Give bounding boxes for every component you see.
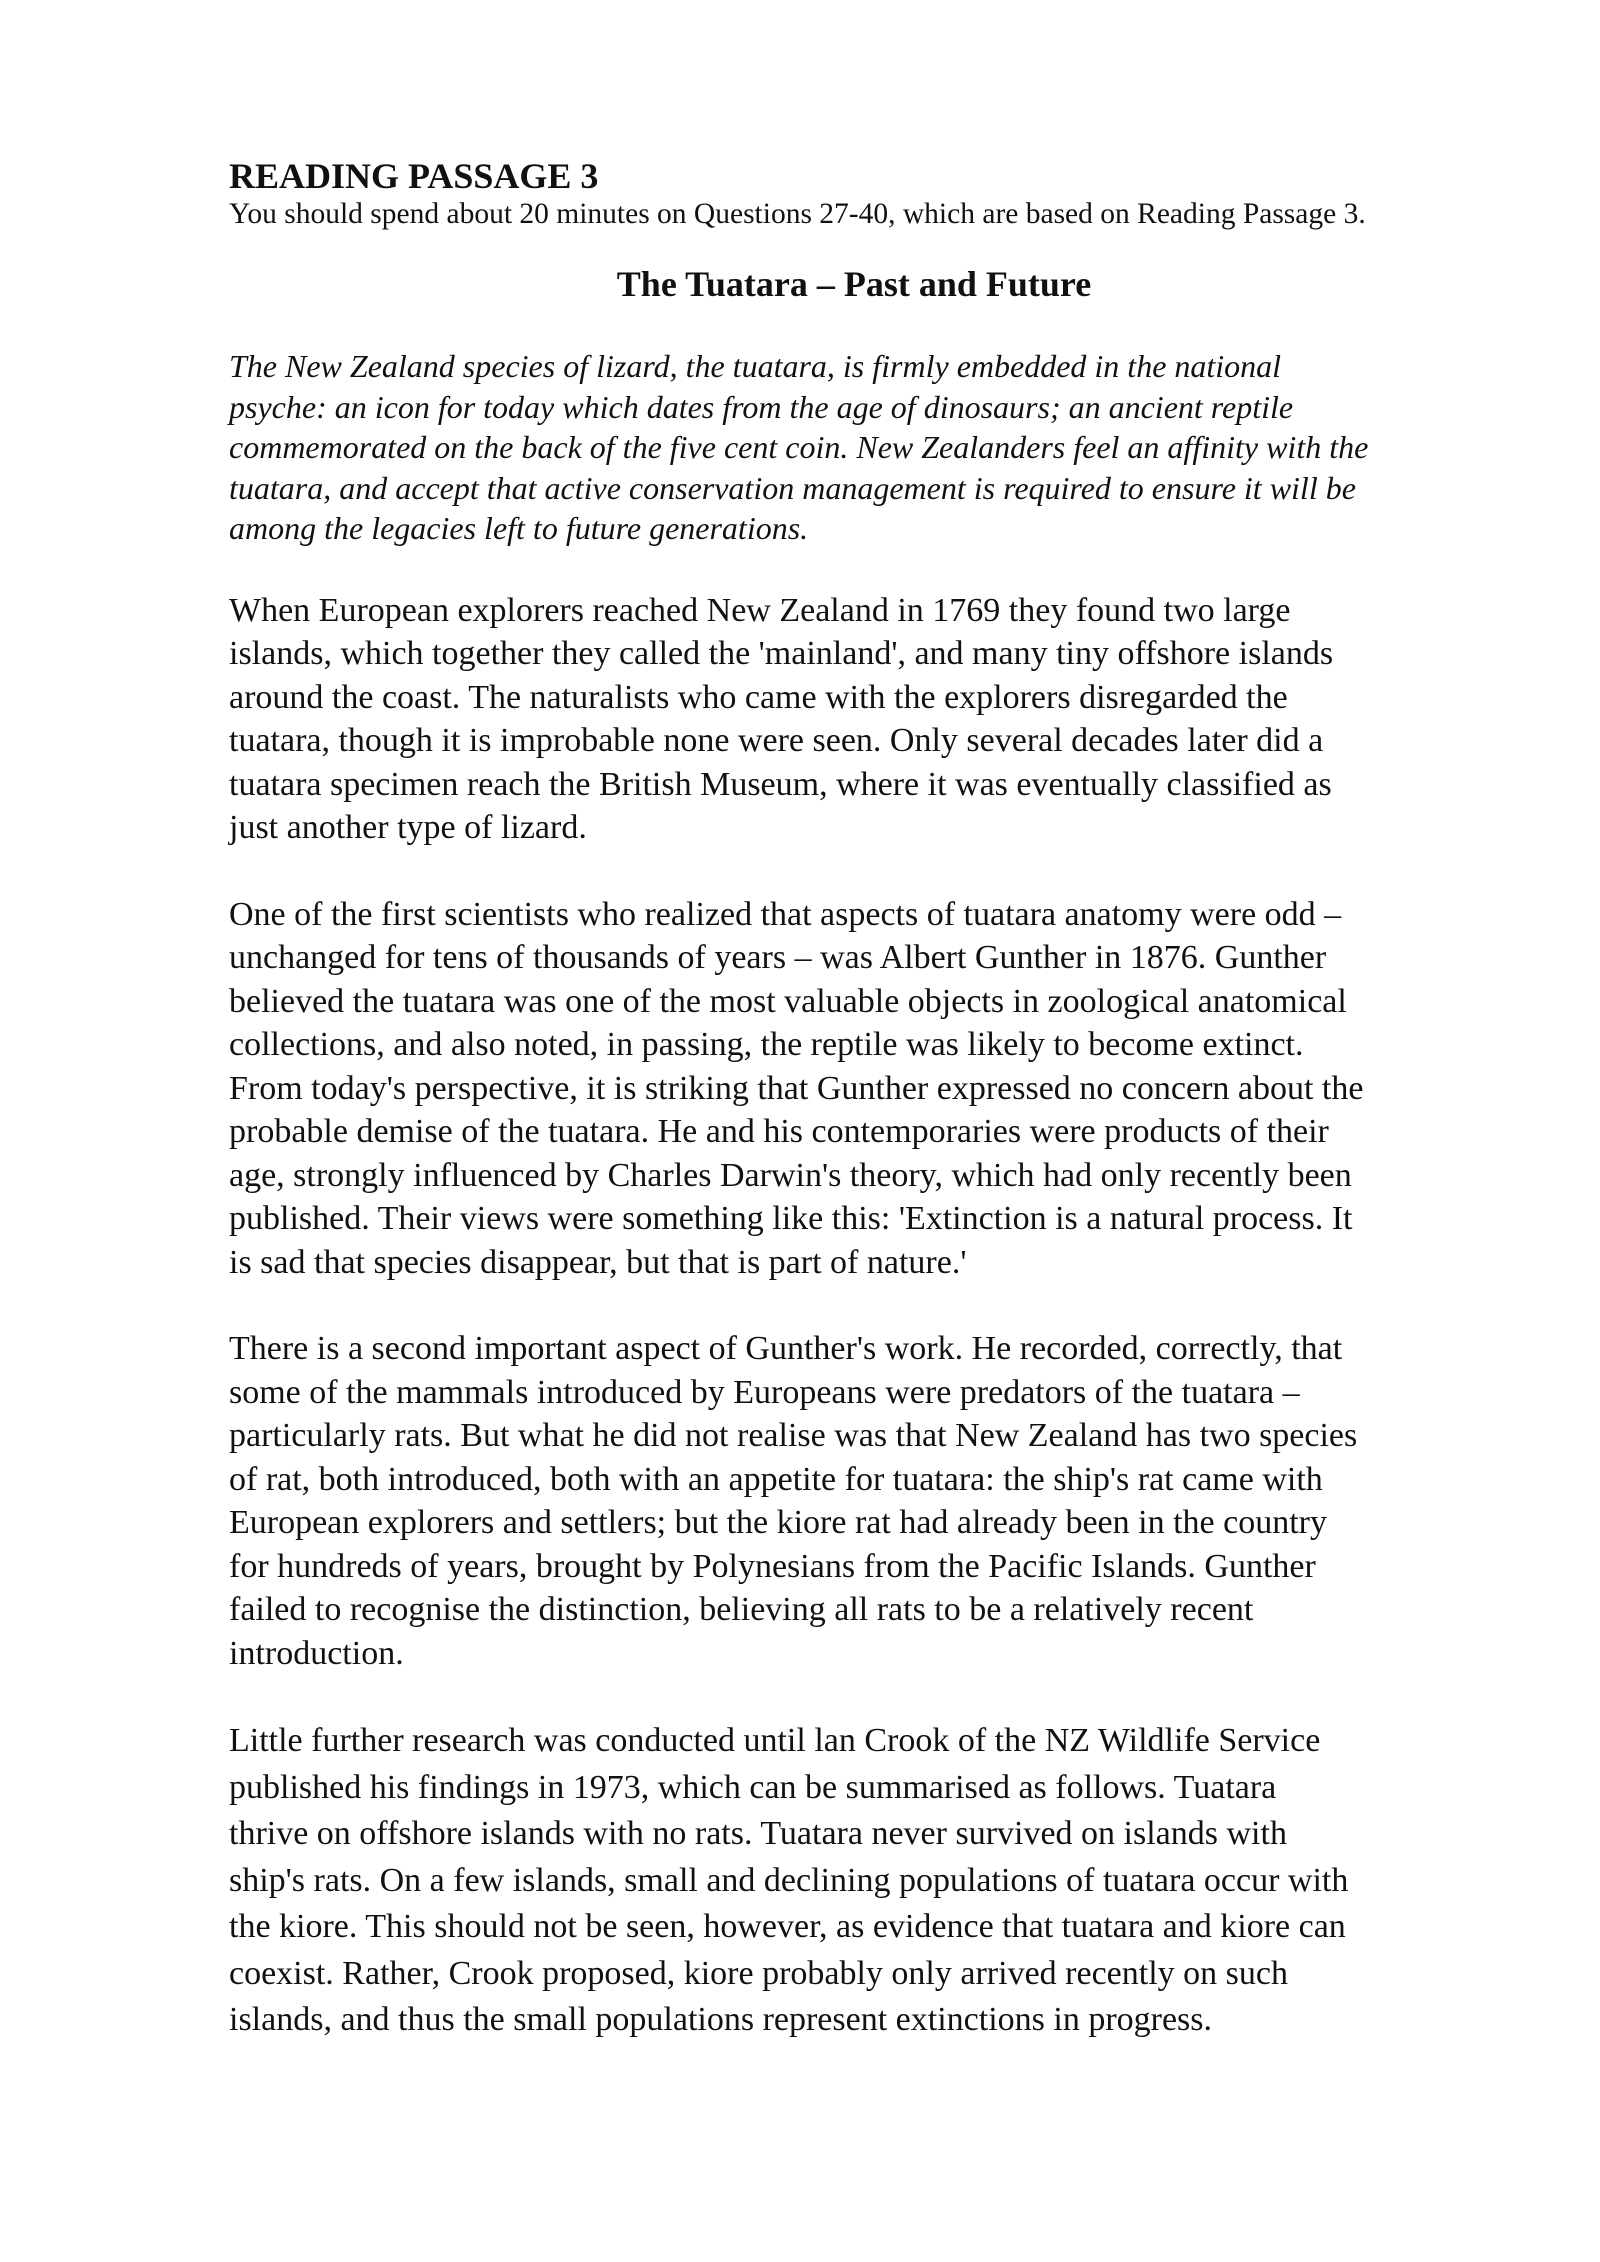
paragraph-line: some of the mammals introduced by Europeans were predators of the tuatara –: [229, 1373, 1300, 1411]
paragraph-line: islands, which together they called the 'mainland', and many tiny offshore islands: [229, 635, 1334, 672]
intro-line: commemorated on the back of the five cent coin. New Zealanders feel an affinity with the: [229, 429, 1369, 465]
paragraph-line: One of the first scientists who realized that aspects of tuatara anatomy were odd –: [229, 895, 1342, 933]
paragraph-line: around the coast. The naturalists who came with the explorers disregarded the: [229, 678, 1288, 716]
paragraph-3: [229, 1327, 1519, 1675]
paragraph-line: just another type of lizard.: [229, 809, 587, 846]
paragraph-line: published his findings in 1973, which can be summarised as follows. Tuatara: [229, 1768, 1277, 1806]
paragraph-line: From today's perspective, it is striking that Gunther expressed no concern about the: [229, 1069, 1364, 1107]
paragraph-line: failed to recognise the distinction, believing all rats to be a relatively recent: [229, 1591, 1254, 1628]
paragraph-line: believed the tuatara was one of the most valuable objects in zoological anatomical: [229, 982, 1347, 1020]
intro-line: The New Zealand species of lizard, the tuatara, is firmly embedded in the national: [229, 348, 1282, 384]
paragraph-line: thrive on offshore islands with no rats. Tuatara never survived on islands with: [229, 1815, 1287, 1852]
document-page: [229, 150, 1509, 2044]
paragraph-line: There is a second important aspect of Gunther's work. He recorded, correctly, that: [229, 1330, 1343, 1367]
passage-title: The Tuatara – Past and Future: [616, 264, 1092, 304]
paragraph-line: for hundreds of years, brought by Polynesians from the Pacific Islands. Gunther: [229, 1547, 1316, 1585]
intro-line: among the legacies left to future generations.: [229, 510, 809, 546]
paragraph-1: [229, 589, 1519, 850]
paragraph-line: is sad that species disappear, but that is part of nature.': [229, 1243, 967, 1281]
paragraph-4: [229, 1718, 1519, 2044]
paragraph-line: age, strongly influenced by Charles Darwin's theory, which had only recently been: [229, 1156, 1352, 1194]
paragraph-line: particularly rats. But what he did not realise was that New Zealand has two species: [229, 1417, 1358, 1454]
paragraph-line: ship's rats. On a few islands, small and declining populations of tuatara occur with: [229, 1861, 1349, 1899]
section-title: READING PASSAGE 3: [229, 156, 599, 196]
instructions-text: You should spend about 20 minutes on Questions 27-40, which are based on Reading Passage 3.: [229, 198, 1366, 230]
paragraph-line: published. Their views were something like this: 'Extinction is a natural process. It: [229, 1200, 1353, 1237]
passage-intro: [229, 346, 1499, 549]
paragraph-line: Little further research was conducted until lan Crook of the NZ Wildlife Service: [229, 1722, 1321, 1759]
paragraph-line: the kiore. This should not be seen, however, as evidence that tuatara and kiore can: [229, 1908, 1346, 1945]
intro-line: psyche: an icon for today which dates from the age of dinosaurs; an ancient reptile: [229, 388, 1294, 425]
paragraph-line: islands, and thus the small populations represent extinctions in progress.: [229, 2001, 1213, 2038]
intro-line: tuatara, and accept that active conservation management is required to ensure it will be: [229, 469, 1356, 506]
paragraph-line: collections, and also noted, in passing, the reptile was likely to become extinct.: [229, 1026, 1304, 1063]
paragraph-line: probable demise of the tuatara. He and his contemporaries were products of their: [229, 1113, 1329, 1150]
paragraph-line: introduction.: [229, 1634, 404, 1672]
paragraph-line: European explorers and settlers; but the kiore rat had already been in the country: [229, 1504, 1327, 1541]
paragraph-line: tuatara specimen reach the British Museum, where it was eventually classified as: [229, 765, 1332, 803]
paragraph-line: unchanged for tens of thousands of years – was Albert Gunther in 1876. Gunther: [229, 939, 1327, 976]
paragraph-line: of rat, both introduced, both with an appetite for tuatara: the ship's rat came with: [229, 1460, 1323, 1498]
paragraph-2: [229, 893, 1519, 1285]
paragraph-line: coexist. Rather, Crook proposed, kiore probably only arrived recently on such: [229, 1954, 1288, 1992]
paragraph-line: When European explorers reached New Zealand in 1769 they found two large: [229, 591, 1291, 629]
paragraph-line: tuatara, though it is improbable none were seen. Only several decades later did a: [229, 722, 1324, 759]
